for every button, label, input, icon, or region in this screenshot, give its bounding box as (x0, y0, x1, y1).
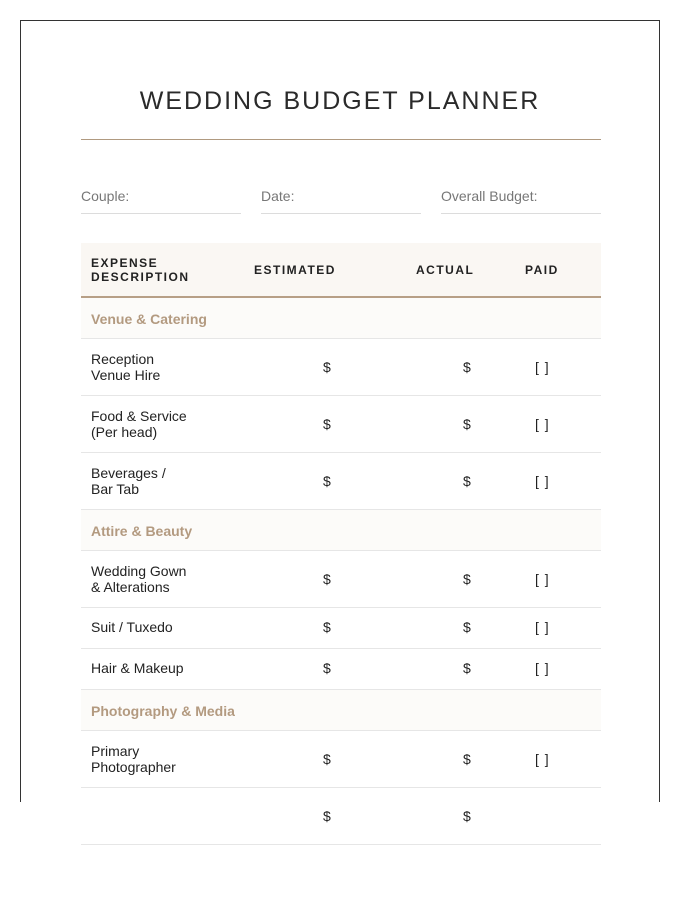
actual-cell[interactable]: $ (463, 571, 471, 587)
actual-cell[interactable]: $ (463, 359, 471, 375)
paid-checkbox[interactable]: [ ] (535, 416, 550, 432)
overall-budget-field[interactable] (441, 187, 601, 214)
estimated-cell[interactable]: $ (323, 808, 331, 824)
couple-label: Couple: (81, 188, 130, 204)
category-row (81, 298, 601, 339)
category-label: Venue & Catering (91, 311, 207, 327)
expense-description: Primary Photographer (91, 743, 176, 775)
estimated-cell[interactable]: $ (323, 473, 331, 489)
estimated-cell[interactable]: $ (323, 571, 331, 587)
actual-cell[interactable]: $ (463, 808, 471, 824)
table-row (81, 788, 601, 845)
title-divider (81, 139, 601, 140)
header-estimated: ESTIMATED (254, 263, 336, 277)
expense-description: Hair & Makeup (91, 660, 184, 676)
expense-description: Wedding Gown & Alterations (91, 563, 187, 595)
paid-checkbox[interactable]: [ ] (535, 473, 550, 489)
paid-checkbox[interactable]: [ ] (535, 619, 550, 635)
table-row (81, 551, 601, 608)
category-row (81, 690, 601, 731)
overall-budget-label: Overall Budget: (441, 188, 538, 204)
paid-checkbox[interactable]: [ ] (535, 660, 550, 676)
table-row (81, 608, 601, 649)
category-row (81, 510, 601, 551)
table-row (81, 649, 601, 690)
header-actual: ACTUAL (416, 263, 475, 277)
budget-table (81, 243, 601, 845)
paid-checkbox[interactable]: [ ] (535, 751, 550, 767)
expense-description: Suit / Tuxedo (91, 619, 173, 635)
estimated-cell[interactable]: $ (323, 359, 331, 375)
expense-description: Reception Venue Hire (91, 351, 161, 383)
header-fields (81, 187, 601, 214)
budget-planner-sheet (20, 20, 660, 824)
estimated-cell[interactable]: $ (323, 619, 331, 635)
expense-description: Food & Service (Per head) (91, 408, 187, 440)
couple-field[interactable] (81, 187, 241, 214)
paid-checkbox[interactable]: [ ] (535, 359, 550, 375)
estimated-cell[interactable]: $ (323, 660, 331, 676)
date-field[interactable] (261, 187, 421, 214)
category-label: Photography & Media (91, 703, 235, 719)
estimated-cell[interactable]: $ (323, 751, 331, 767)
actual-cell[interactable]: $ (463, 416, 471, 432)
expense-description: Beverages / Bar Tab (91, 465, 166, 497)
actual-cell[interactable]: $ (463, 660, 471, 676)
estimated-cell[interactable]: $ (323, 416, 331, 432)
table-header (81, 243, 601, 298)
header-expense-line1: EXPENSE (91, 256, 159, 270)
table-row (81, 453, 601, 510)
actual-cell[interactable]: $ (463, 619, 471, 635)
page-title: WEDDING BUDGET PLANNER (139, 87, 541, 115)
date-label: Date: (261, 188, 295, 204)
table-row (81, 731, 601, 788)
header-paid: PAID (525, 263, 559, 277)
paid-checkbox[interactable]: [ ] (535, 571, 550, 587)
table-row (81, 339, 601, 396)
header-expense-description (91, 256, 190, 284)
header-expense-line2: DESCRIPTION (91, 270, 190, 284)
category-label: Attire & Beauty (91, 523, 193, 539)
actual-cell[interactable]: $ (463, 751, 471, 767)
actual-cell[interactable]: $ (463, 473, 471, 489)
table-row (81, 396, 601, 453)
